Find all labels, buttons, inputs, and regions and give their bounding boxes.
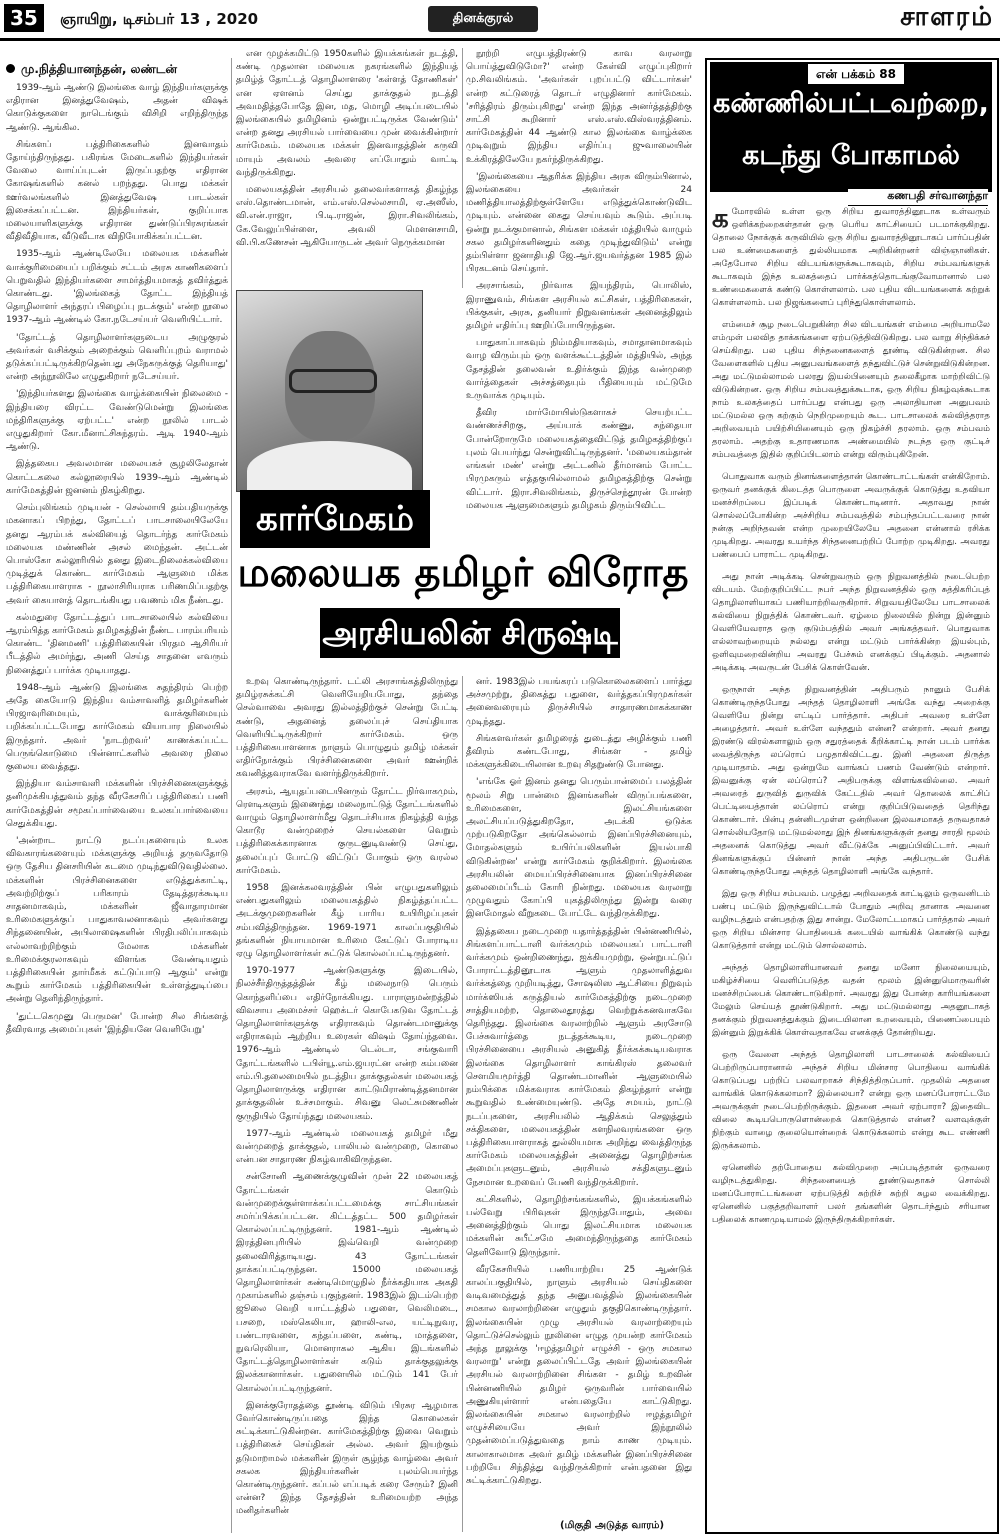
page-header (0, 0, 1000, 41)
paragraph: 'தோட்டத் தொழிலாளர்களுடைய அழுகுரல் அவர்கள் வசிக்கும் அறைக்கும் வெளிப்புறம் வராமல் தடுக்கப்பட்டிருக்கிறதென்பது அநேகருக்குத் தெரியாது' என்ற அந்நூலிலே எழுதுகிறார் நடேசய்யர். (6, 332, 228, 383)
paragraph: இத்தகைய அவலமான மலையகச் சூழலிலேதான் கொட்டகலை கல்லூரையில் 1939-ஆம் ஆண்டில் கார்மேகத்தின் ஜனனம் நிகழ்கிறது. (6, 459, 228, 496)
paragraph (712, 888, 990, 953)
column-body (712, 206, 990, 1526)
paragraph: அரசம், ஆயுதப்படையினரும் தோட்ட நிர்வாகமும், ரௌடிகளும் இணைந்து மலைநாட்டுத் தோட்டங்களில் வாழும் தொழிலாளர்மீது தொடர்சியாக நிகழ்த்தி வந்த கொடூர வன்முறைச் செயல்களை வெறும் பத்திரிகைக்காரனாக குருடனுடிவண்டு செய்து, தலைப்புப் போட்டு விட்டுப் போகும் ஒரு வரல்ல கார்மேகம். (236, 786, 458, 876)
paragraph: 1935-ஆம் ஆண்டிலேயே மலையக மக்களின் வாக்குரிமையைப் பறிக்கும் சட்டம் அரசு காணிகளைப் பெறுவதில் இந்தியர்களை சாமர்த்தியமாகத் தவிர்த்துக் கொண்டது. 'இலங்கைத் தோட்ட இந்தியத் தொழிலாளர் அந்தரப் பிழைப்பு நடக்கும்' என்ற நூலை 1937-ஆம் ஆண்டில் கோ.நடேசய்யர் வெளியிட்டார். (6, 249, 228, 326)
article-column-2-bottom (236, 676, 458, 1532)
headline-line-3: அரசியலின் சிருஷ்டி (320, 608, 620, 658)
paragraph: 'இந்தியர்களது இலங்கை வாழ்க்கையின் நிலைமை - இந்தியரை விரட்ட வேண்டுமென்று இலங்கை மந்திரிகளுக்கு ஏற்பட்ட' என்ற நூலில் பாடல் எழுதுகிறார் கோ.மீனாட்சிசுந்தரம். ஆடி 1940-ஆம் ஆண்டு. (6, 389, 228, 453)
paragraph (712, 571, 990, 675)
paragraph (712, 1162, 990, 1227)
paragraph (712, 962, 990, 1040)
column-divider (462, 48, 463, 288)
paragraph: 1970-1977 ஆண்டுகளுக்கு இடையில், நிலச்சீர்திருத்தத்தின் கீழ் மலைநாடு பெரும் கொந்தளிப்பை எதிர்நோக்கியது. பாராளுமன்றத்தில் விவசாய அமைச்சர் ஹெக்டர் கொபேகடுவ தோட்டத் தொழிலாளர்களுக்கு எதிராகவும் தொண்டமானுக்கு எதிராகவும் ஆற்றிய உரைகள் விஷம் தோய்ந்தவை. 1976-ஆம் ஆண்டில் டெல்டா, சங்குவாரி தோட்டங்களில் டபிள்யூ.எம்.ஜயரட்ன என்ற கம்பனை எம்.பி.தலைமையில் நடத்திய தாக்குதல்கள் மலையகத் தொழிலாளருக்கு எதிரான காட்டுமிராண்டித்தனமான தாக்குதலின் உச்சமாகும். சிவனு லெட்சுமணனின் குருதியில் தோய்ந்தது மலையகம். (236, 966, 458, 1122)
paragraph: 'எங்கே ஓர் இனம் தனது பெரும்பான்மைப் பலத்தின் மூலம் சிறு பான்மை இனங்களின் விருப்பங்களை, உரிமைகளை, இலட்சியங்களை அலட்சியப்படுத்துகிறதோ, அடக்கி ஒடுக்க முற்படுகிறதோ அங்கெல்லாம் இனப்பிரச்சினையும், மோதல்களும் உயிர்ப்பலிகளின் இயல்பாகி விடுகின்றன' என்று கார்மேகம் குறிக்கிறார். இலங்கை அரசியலின் மையப்பிரச்சினையாக இனப்பிரச்சினை தலைமைப்பீடம் கோரி நின்றது. மலையக வரலாறு முழுவதும் கோப்பி யுகத்திலிருந்து இன்று வரை இனமோதல் வீறுகடை போட்டே வந்திருக்கிறது. (466, 777, 692, 920)
article-column-1 (6, 82, 228, 1532)
paragraph-text: இது ஒரு சிறிய சம்பவம். பழுத்து அறிவதைக் காட்டிலும் ஒருவனிடம் பண்பு மட்டும் இருந்துவிட்டால் போதும் அறிவு தானாக அவனை வழிநடத்தும் என்பதற்கு இது சான்று. மேலோட்டமாகப் பார்த்தால் அவர் ஒரு சிறிய மின்சார பொதியைக் கடையில் வாங்கிக் கொண்டு வந்து கொடுத்தார் என்று மட்டும் சொல்லலாம். (712, 889, 990, 951)
paragraph: கட்சிகளில், தொழிற்சங்கங்களில், இயக்கங்களில் பல்வேறு பிரிவுகள் இருந்தபோதும், அவை அனைத்திற்கும் பொது இலட்சியமாக மலையக மக்களின் சுபீட்சமே அமைந்திருந்ததை கார்மேகம் தெளிவோடு இருந்தார். (466, 1194, 692, 1258)
paragraph: 1958 இனக்கலவரத்தின் பின் எழுபதுகளிலும் எண்பதுகளிலும் மலையகத்தில் நிகழ்த்தப்பட்ட அடக்குமுறைகளின் கீழ் பாரிய உயிரிழப்புகள் சம்பவித்திருந்தன. 1969-1971 காலப்பகுதியில் தங்களின் நியாயமான உரிமை கேட்டுப் போராடிய ஏழு தொழிலாளர்கள் சுட்டுக் கொல்லப்பட்டிருந்தனர். (236, 883, 458, 960)
paragraph-text: பொதுவாக வரும் தினங்களைத்தான் கொண்டாட்டங்கள் என்கிறோம். ஒருவர் தனக்குக் கிடைத்த பொருளை அவருக்குக் கொடுத்து உதவியா மனச்சிறப்பை இப்படிக் கொண்டாடினார். அதாவது நான் சொல்லப்போகின்ற அச்சிறிய சம்பவத்தில் சம்பந்தப்பட்டவரை நான் நன்கு அறிந்தவன் என்ற முறையிலேயே அதனை என்னால் ரசிக்க முடிகிறது. அவரது உயர்ந்த சிந்தனைபற்றிப் போற்ற முடிகிறது. அவரது பண்பைப் பாராட்ட முடிகிறது. (712, 472, 990, 560)
paragraph: 1939-ஆம் ஆண்டு இலங்கை வாழ் இந்தியர்களுக்கு எதிரான இனத்துவேஷம், அதன் விஷக் கொடுக்குகளை நாடெங்கும் விசிறி எறிந்திருந்த ஆண்டு. ஆங்கில. (6, 83, 228, 133)
paragraph: மலையகத்தின் அரசியல் தலைவர்களாகத் திகழ்ந்த எஸ்.தொண்டமான், எம்.எஸ்.செல்லசாமி, ஏ.அஸீஸ், வி.என்.ராஜா, பி.டி.ராஜன், இரா.சிவலிங்கம், கே.வேலுப்பிள்ளை, அவலி மௌனசாமி, வி.பி.கணேசன் ஆகியோருடன் அவர் நெருக்கமான (236, 185, 458, 248)
column-title-line-2: கடந்து போகாமல் (742, 140, 960, 171)
paragraph: சிங்களவர்கள் தமிழரைத் துடைத்து அழிக்கும் பணி தீவிரம் கண்டபோது, சிங்கள - தமிழ் மக்களுக்கிடையிலான உறவு சிதறுண்டு போனது. (466, 733, 692, 771)
drop-cap: க (712, 204, 729, 234)
article-column-3-bottom (466, 676, 692, 1506)
paragraph: பாதுகாப்பாகவும் நிம்மதியாகவும், சமாதானமாகவும் வாழ விரும்பும் ஒரு வளக்கூட்டத்தின் மத்தியில், அந்த தேசத்தின் தலைவன் உதிர்க்கும் இந்த வன்முறை வார்த்தைகள் அச்சத்தையும் பீதியையும் மட்டுமே உருவாக்க முடியும். (466, 338, 692, 402)
paragraph (712, 319, 990, 462)
paragraph (712, 471, 990, 562)
paragraph-text: ஒரு வேளை அந்தத் தொழிலாளி பாடசாலைக் கல்வியைப் பெற்றிருப்பாரானால் அந்தச் சிறிய மின்சார பொதியை வாங்கிக் கொடுப்பது பற்றிப் பலவாறாகச் சிந்தித்திருப்பார். முதலில் அதனை வாங்கிக் கொடுக்கலாமா? இல்லையா? என்று ஒரு மனப்போராட்டமே அவருக்குள் நடைபெற்றிருக்கும். இதனை அவர் ஏற்பாரா? இதைவிட விலை கூடியபொருளொன்றைக் கொடுத்தால் என்ன? வளவுக்குள் நிற்கும் வாழை குலையொன்றைக் கொடுக்கலாம் என்று கூட எண்ணி இருக்கலாம். (712, 1050, 990, 1151)
paragraph: என முழக்கமிட்டு 1950களில் இயக்கங்கள் நடத்தி, கண்டி முதலான மலையக நகரங்களில் இந்தியத் தமிழ்த் தோட்டத் தொழிலாளரை 'கள்ளத் தோணிகள்' என ஏளனம் செய்து தாக்குதல் நடத்தி அவமதித்தபோதே இன, மத, மொழி அடிப்படையில் இலங்கையில் தமிழினம் ஒன்றுபட்டிருக்க வேண்டும்' என்ற தனது அரசியல் பார்வையை முன் வைக்கின்றார் கார்மேகம். மலையக மக்கள் இனவாதத்தின் கருவி மாயும் அவலம் அவரை எப்போதும் வாட்டி வந்திருக்கிறது. (236, 49, 458, 178)
paragraph-text: ஏனெனில் தற்போதைய கல்விமுறை அப்படித்தான் ஒருவரை வழிநடத்துகிறது. சிந்தனையைத் தூண்டுவதாகச் சொல்லி மனப்போராட்டங்களை ஏற்படுத்தி சுற்றிச் சுற்றி சுழல வைக்கிறது. ஏனெனில் பகுத்தறிவாளர் பலர் தங்களின் தொடர்ந்தும் சரியான பதிலைக் காணமுடியாமல் இருந்திருக்கிறார்கள். (712, 1163, 990, 1225)
paragraph: 1977-ஆம் ஆண்டில் மலையகத் தமிழர் மீது வன்முறைத் தாக்குதல், பாலியல் வன்முறை, கொலை என்பன சாதாரண நிகழ்வாகிவிருந்தன. (236, 1128, 458, 1166)
paragraph: இனக்குரோதத்தை தூண்டி விடும் பிரசுர ஆழமாக வேர்கொண்டிருப்பதை இந்த கொலைகள் சுட்டிக்காட்டுகின்றன. கார்மேகத்திற்கு இவை வெறும் பத்திரிகைச் செய்திகள் அல்ல. அவர் இயற்கும் தடுமாறாமல் மக்களின் இருள் சூழ்ந்த வாழ்வை அவர் சகலக இந்தியர்களின் புலம்பெயர்ந்த கொண்டிருந்தனர். கப்பல் எப்படிக் கரை சேரும்? இனி என்ன? இந்த தேசத்தின் உரிமையற்ற அந்த மனிதர்களின் (236, 1400, 458, 1517)
paragraph: வீரகேசரியில் பணியாற்றிய 25 ஆண்டுக் காலப்பகுதியில், நாளும் அரசியல் செய்திகளை வடிவமைத்துத் தந்த அனுபவத்தில் இலங்கையின் சமகால வரலாற்றினை எழுதும் தகுதிகொண்டிருந்தார். இலங்கையின் முழு அரசியல் வரலாற்றையும் தொட்டுச்செல்லும் நூலினை எழுத முயன்ற கார்மேகம் அந்த நூலுக்கு 'ஈழத்தமிழர் எழுச்சி - ஒரு சமகால வரலாறு' என்று தலைப்பிட்டதே அவர் இலங்கையின் அரசியல் வரலாற்றினை சிங்கள - தமிழ் உறவின் பின்னணியில் தமிழர் ஒருவரின் பார்வையில் அணுகியுள்ளார் என்பதையே காட்டுகிறது. இலங்கையின் சமகால வரலாற்றில் ஈழத்தமிழர் எழுச்சியையே அவர் இந்நூலில் முதன்மைப்படுத்துவதை நாம் காண முடியும். காலாகாலமாக அவர் தமிழ் மக்களின் இனப்பிரச்சினை பற்றியே சிந்தித்து வந்திருக்கிறார் என்பதனை இது சுட்டிக்காட்டுகிறது. (466, 1264, 692, 1486)
column-author: கணபதி சர்வானந்தா (848, 189, 988, 206)
masthead-logo: தினக்குரல் (428, 6, 538, 32)
paragraph: சன்சோனி ஆணைக்குழுவின் முன் 22 மலையகத் தோட்டங்கள் கொடும் வன்முறைக்குள்ளாக்கப்பட்டமைக்கு சாட்சியங்கள் சமர்ப்பிக்கப்பட்டன. கிட்டத்தட்ட 500 தமிழர்கள் கொல்லப்பட்டிருந்தனர். 1981-ஆம் ஆண்டில் இரத்தினபுரியில் இவ்வெறி வன்முறை தலைவிரித்தாடியது. 43 தோட்டங்கள் தாக்கப்பட்டிருந்தன. 15000 மலையகத் தொழிலாளர்கள் கண்டிமொழுநில் நீர்க்கதியாக அகதி முகாம்களில் தஞ்சம் புகுந்தனர். 1983இல் இடம்பெற்ற ஜூலை வெறி யாட்டத்தில் பதுளை, வெலிமடை, பசறை, மஸ்கெலியா, ஹாலி-எல, யட்டிநுவர, பண்டாரவளை, கந்தப்பளை, கண்டி, மாத்தளை, நுவரெலியா, மொனராகல ஆகிய இடங்களில் தோட்டத்தொழிலாளர்கள் கடும் தாக்குதலுக்கு இலக்கானார்கள். பதுளையில் மட்டும் 141 பேர் கொல்லப்பட்டிருந்தனர். (236, 1172, 458, 1394)
paragraph (712, 206, 990, 310)
paragraph: நூற்றி எழுபத்திரண்டு காவ வரலாறு பொய்த்துவிடுமோ?' என்ற கேள்வி எழுப்புகிறார் மு.சிவலிங்கம். 'அவர்கள் புறப்பட்டு விட்டார்கள்' என்ற கட்டுரைத் தொடர் எழுதினார் கார்மேகம். 'சரித்திரம் திரும்புகிறது' என்ற இந்த அனர்த்தத்திற்கு சாட்சி கூறினார் எஸ்.எஸ்.விஸ்வரத்தினம். கார்மேகத்தின் 44 ஆண்டு கால இலங்கை வாழ்க்கை முடிவுறும் இந்திய எதிர்ப்பு ஜுவாலையின் உக்கிரத்திலேயே நகர்ந்திருக்கிறது. (466, 49, 692, 165)
paragraph: னர். 1983இல் பயங்கரப் படுகொலைகளைப் பார்த்து அச்சமுற்று, திகைத்து பதுளை, வர்த்தகப்பிரமுகர்கள் அனைவரையும் திருச்சியில் சாதாரணமாகக்காண முடிந்தது. (466, 677, 692, 727)
continued-note: (மிகுதி அடுத்த வாரம்) (560, 1520, 665, 1531)
paragraph-text: அந்தத் தொழிலாளியானவர் தனது மனோ நிலையையும், மகிழ்ச்சியை வெளிப்படுத்த வதன் மூலம் இன்னுமொருவரின் மனச்சிறப்பைக் கொண்டாடுகிறார். அவரது இது போன்ற காரியங்களை மேலும் செய்யத் தூண்டுகிறார். அது மட்டுமல்லாது அதனூடாகத் தனக்கும் நிறுவனத்துக்கும் இடையிலான உறவையும், பிணைப்பையும் இன்னும் இறுக்கிக் கொள்வதாகவே எனக்குத் தோன்றியது. (712, 963, 990, 1038)
paragraph: 1948-ஆம் ஆண்டு இலங்கை சுதந்திரம் பெற்ற அதே கையோடு இந்திய வம்சாவளித் தமிழர்களின் பிரஜாவுரிமையும், வாக்குரிமையும் பறிக்கப்பட்டபோது கார்மேகம் வியாபார நிலையில் இருந்தார். அவர் 'நாடற்றவர்' காணக்கப்பட்ட பெருங்கொடுமை பின்னாட்களில் அவரை நிலை குலைய வைத்தது. (6, 682, 228, 772)
paragraph (712, 1049, 990, 1153)
byline-text: மு.நித்தியானந்தன், லண்டன் (21, 62, 177, 76)
section-title: சாளரம் (900, 2, 994, 32)
paragraph: இந்தியா வம்சாவளி மக்களின் பிரச்சினைகளுக்குத் தனிமுக்கியத்துவம் தந்த வீரகேசரிப் பத்திரிகைப் பணி கார்மேகத்தின் சமூகப்பார்வையை உலகப்பார்வையை செதுக்கியது. (6, 779, 228, 829)
bullet-icon (6, 64, 15, 73)
paragraph-text: அது நான் அடிக்கடி சென்றுவரும் ஒரு நிறுவனத்தில் நடைபெற்ற விடயம். மேற்குறிப்பிட்ட நபர் அந்த நிறுவனத்தில் ஒரு சுத்திகரிப்புத் தொழிலாளியாகப் பணியாற்றிவருகிறார். சிறுவயதிலேயே பாடசாலைக் கல்வியை நிறுத்திக் கொண்டவர். ஏழ்மை நிலையில் நின்று இன்னும் வெளியேவராத ஒரு குடும்பத்தில் அவர் அங்கத்தவர். பொதுவாக எல்லாவற்றையும் நல்லது என்று மட்டும் பார்க்கின்ற இயல்பும், ஒளிவுமறைவின்றிய அவரது பேச்சும் எனக்குப் பிடிக்கும். அதனால் அடிக்கடி அவருடன் பேசிக் கொள்வேன். (712, 572, 990, 673)
paragraph: செம்புலிங்கம் முடியன் - செல்லாயி தம்பதியருக்கு மகனாகப் பிறந்து, தோட்டப் பாடசாலையிலேயே தனது ஆரம்பக் கல்வியைத் தொடர்ந்த கார்மேகம் மலையக மண்ணின் அசல் மைந்தன். அட்டன் பொஸ்கோ கல்லூரியில் தனது இடைநிலைக்கல்வியை முடித்துக் கொண்ட கார்மேகம் ஆளுமை மிக்க பத்திரிகையாளராக - நூலாசிரியராக பரிணமிப்பதற்கு அவர் கையாளத் தொடங்கியது பவணம் மிக நீண்டது. (6, 503, 228, 606)
paragraph-text: எம்மைச் சூழ நடைபெறுகின்ற சில விடயங்கள் எம்மை அறியாமலே எம்முள் பலவித தாக்கங்களை ஏற்படுத்திவிடுகிறது. பல வாறு சிந்திக்கச் செய்கிறது. பல புதிய சிந்தனைகளைத் தூண்டி விடுகின்றன. சில வேளைகளில் புதிய அனுபவங்களைத் தந்துவிட்டுச் சென்றுவிடுகின்றன. அது மட்டுமல்லாமல் பலரது இயல்பினையும் தலைகீழாக மாற்றிவிட்டு விடுகின்றன. ஒரு சிறிய சம்பவத்துக்கூடாக, ஒரு சிறிய நிகழ்வுக்கூடாக நாம் உலகத்தைப் பார்ப்பது என்பது ஒரு அலாதியான அனுபவம் மட்டுமல்ல ஒரு கற்கும் நெறிமுறையும் கூட. பாடசாலைக் கல்வித்தராத அறிவையும் பயிற்சியினையும் ஒரு நிகழ்ச்சி தரலாம். ஒரு சம்பவம் தரலாம். அதற்கு உதாரணமாக அண்மையில் நடந்த ஒரு குட்டிச் சம்பவத்தை இதில் குறிப்பிடலாம் என்று விரும்புகிறேன். (712, 320, 990, 460)
column-title-line-1: கண்ணில்பட்டவற்றை, (713, 88, 989, 119)
paragraph: 'அன்றாட நாட்டு நடப்புகளையும் உலக விவகாரங்களையும் மக்களுக்கு அறியத் தருவதோடு ஒரு தேசிய தினசரியின் கடமை முடிந்துவிடுவதில்லை. மக்களின் பிரச்சினைகளை எடுத்துக்காட்டி, அவற்றிற்குப் பரிகாரம் தேடித்தரக்கூடிய சாதனமாகவும், மக்களின் ஜீவாதாரமான உரிமைகளுக்குப் பாதுகாவலனாகவும் அவர்களது சிந்தனையின், அபிலாஷைகளின் பிரதிபலிப்பாகவும் எல்லாவற்றிற்கும் மேலாக மக்களின் உரிமைக்குரலாகவும் விளங்க வேண்டியதும் பத்திரிகையின் தார்மீகக் கட்டுப்பாடு ஆகும்' என்று கூறும் கார்மேகம் பத்திரிகையின் உள்ளத்துடிப்பை அன்று தெளிந்திருந்தார். (6, 835, 228, 1005)
paragraph: இத்தகைய நடைமுறை யதார்த்தத்தின் பின்னணியில், சிங்களப்பாட்டாளி வர்க்கமும் மலையகப் பாட்டாளி வர்க்கமும் ஒன்றிணைந்து, ஐக்கியமுற்று, ஒன்றுபட்டுப் போராட்டத்தினூடாக ஆளும் முதலாளித்துவ வர்க்கத்தை முறியடித்து, சோஷலிஸ ஆட்சியை நிறுவும் மார்க்ஸியக் கருத்தியல் கார்மேகத்திற்கு நடைமுறை சாத்தியமற்ற, தொலைதூரத்து வெற்றுக்கனவாகவே தெரிந்தது. இலங்கை வரலாற்றில் ஆளும் அரசோடு பேச்சுவார்த்தை நடத்தக்கூடிய, நடைமுறை பிரச்சினையை அரசியல் அனுகித் தீர்க்கக்கூடியவராக இலங்கை தொழிலாளர் காங்கிரஸ் தலைவர் சௌமியமூர்த்தி தொண்டமானின் ஆளுமையில் நம்பிக்கை மிக்கவராக கார்மேகம் திகழ்ந்தார் என்று கூறுவதில் உண்மையுண்டு. அதே சமயம், நாட்டு நடப்புகளை, அரசியலில் ஆதிக்கம் செலுத்தும் சக்திகளை, மலையகத்தின் களநிலவரங்களை ஒரு பத்திரிகையாளராகத் துல்லியமாக அறிந்து வைத்திருந்த கார்மேகம் மலையகத்தின் அனைத்து தொழிற்சங்க அமைப்புகளுடனும், அரசியல் சக்திகளுடனும் நேசமான உறவைப் பேணி வந்திருக்கிறார். (466, 926, 692, 1188)
headline-name: கார்மேகம் (240, 490, 430, 548)
headline-line-2: மலையக தமிழர் விரோத (237, 550, 689, 596)
paragraph (712, 684, 990, 879)
column-divider (231, 58, 232, 1533)
issue-date: ஞாயிறு, டிசம்பர் 13 , 2020 (60, 10, 259, 28)
paragraph-text: மோரவில் உள்ள ஒரு சிறிய துவாரத்தினூடாக உள்வரும் ஒளிக்கற்றைகள்தான் ஒரு பெரிய காட்சியைப் படமாக்குகிறது. தொலை நோக்குக் கருவியில் ஒரு சிறிய துவாரத்தினூடாகப் பார்ப்பதின் பல உண்மைகளைத் துல்லியமாக அறிகின்றனர் விஞ்ஞானிகள். அதேபோல சிறிய விடயங்களுக்கூடாகவும், சிறிய சம்பவங்களுக் கூடாகவும் இந்த உலகத்தைப் பார்க்கத்தொடங்குவோமானால் பல உண்மைகளைக் கண்டு கொள்ளலாம். பல புதிய விடயங்களைக் கற்றுக் கொள்ளலாம். பல நிஜங்களைப் புரிந்துகொள்ளலாம். (712, 207, 990, 308)
paragraph: 'துட்டகெமுனு பெருமன' போன்ற சில சிங்களத் தீவிரவாத அமைப்புகள் 'இந்தியனே வெளியேறு' (6, 1011, 228, 1035)
paragraph: கல்மதுரை தோட்டத்துப் பாடசாலையில் கல்வியை ஆரம்பித்த கார்மேகம் தமிழகத்தின் நீண்ட பாரம்பரியம் கொண்ட 'தினமணி' பத்திரிகையின் பிரதம ஆசிரியர் பீடத்தில் அமர்ந்து, அணி செய்த சாதனை எவரும் நினைத்துப் பார்க்க முடியாதது. (6, 612, 228, 676)
page-number: 35 (4, 4, 44, 32)
column-divider (462, 676, 463, 1532)
paragraph: உறவு கொண்டிருந்தார். டட்லி அரசாங்கத்திலிருந்து தமிழ்ரசுக்கட்சி வெளியேறியபோது, தந்தை செல்வாவை அவரது இல்லத்திற்குச் சென்று பேட்டி கண்டு, அதனைத் தலைப்புச் செய்தியாக வெளியிட்டிருக்கிறார் கார்மேகம். ஒரு பத்திரிகையாளனாக நாளும் பொழுதும் தமிழ் மக்கள் எதிர்நோக்கும் பிரச்சினைகளை அவர் ஊன்றிக் கவனித்தவராகவே வளர்ந்திருக்கிறார். (236, 677, 458, 780)
article-column-2-top (236, 48, 458, 286)
paragraph: அரசாங்கம், நிர்வாக இயந்திரம், பொலிஸ், இராணுவம், சிங்கள அரசியல் கட்சிகள், பத்திரிகைகள், பிக்குகள், அரசு, தனியார் நிறுவனங்கள் அனைத்திலும் தமிழர் எதிர்ப்பு ஊறிப்போயிருந்தன. (466, 281, 692, 332)
article-byline (6, 62, 177, 78)
column-tag: என் பக்கம் 88 (808, 64, 904, 84)
photo-glasses (289, 369, 377, 393)
paragraph: தீவிர மார்மோயிஸ்டுகளாகச் செயற்பட்ட வண்ணச்சிறகு, அய்யாக் கண்ணு, சுந்தையா போன்றோருமே மலையகத்தைவிட்டுத் தமிழகத்திற்குப் புலம் பெயர்ந்து சென்றுவிட்டிருந்தனர். 'மலையகம்தான் எங்கள் மண்' என்று அட்டனில் தீர்மானம் போட்ட பிரமுகரும் எத்தகுயில்லாமல் தமிழகத்திற்கு சென்று விட்டார். இரா.சிவலிங்கம், திருச்செந்தூரன் போன்ற மலையக ஆளுமைகளும் தமிழகம் திரும்பிவிட்ட (466, 408, 692, 511)
portrait-photo (236, 290, 423, 492)
article-column-3-top (466, 48, 692, 511)
paragraph: 'இலங்கையை ஆதரிக்க இந்திய அரசு விரும்பினால், இலங்கையை அவர்கள் 24 மணித்தியாலத்திற்குள்ளேயே எடுத்துக்கொண்டுவிட முடியும். என்னை கைது செய்யவும் கூடும். அப்படி ஒன்று நடக்குமானால், சிங்கள மக்கள் மத்தியில் வாழும் சகல தமிழர்களினதும் கதை முடிந்துவிடும்' என்று தம்பிள்ளா ஜனாதிபதி ஜே.ஆர்.ஜயவர்த்தன 1985 இல் பிரகடனம் செய்தார். (466, 171, 692, 275)
paragraph-text: ஒருநாள் அந்த நிறுவனத்தின் அதிபரும் நானும் பேசிக் கொண்டிருந்தபோது அந்தத் தொழிலாளி அங்கே வந்து அறைக்கு வெளியே நின்று எட்டிப் பார்த்தார். அதிபர் அவரை உள்ளே அழைத்தார். அவர் உள்ளே வந்ததும் என்ன? என்றார். அவர் தனது இரண்டு விரல்களாலும் ஒரு சதுரத்தைக் கீறிக்காட்டி நான் படம் பார்க்க வைத்திருந்த லப்ரொப் பழுதாகிவிட்டது. இனி அதனை திருத்த முடியாதாம். அது ஒன்றுமே வாங்கப் பணம் வேண்டும் என்றார். இவனுக்கு ஏன் லப்ரொப்? அதிபருக்கு விளங்கவில்லை. அவர் அவரைத் துருவித் துருவிக் கேட்டதில் அவர் தொலைக் காட்சிப் பெட்டியைத்தான் லப்ரொப் என்று குறிப்பிடுவதைத் தெரிந்து கொண்டார். பின்பு தன்னிடமுள்ள ஒன்றினை இலவசமாகத் தருவதாகச் சொல்லியதோடு மட்டுமல்லாது இந் தினங்களுக்குள் தனது சாரதி மூலம் அதனைக் கொடுத்து அவர் வீட்டுக்கே அனுப்பிவிட்டார். அவர் தினங்களுக்குப் பின்னர் நான் அந்த அதிபருடன் பேசிக் கொண்டிருந்தபோது அந்தத் தொழிலாளி அங்கே வந்தார். (712, 685, 990, 877)
article-headline (234, 490, 692, 670)
paragraph: சிங்களப் பத்திரிகைகளில் இனவாதம் தோய்ந்திருந்தது. பகிரங்க மேடைகளில் இந்தியர்கள் வேலை வாய்ப்புடன் இருப்பதற்கு எதிரான கோஷங்களில் கனல் பறந்தது. பொது மக்கள் ஊர்வலங்களில் இனத்துவேஷ பாடல்கள் இசைக்கப்பட்டன. இந்தியர்கள், குறிப்பாக மலையாளிகளுக்கு எதிரான துண்டுப்பிரசுரங்கள் வீதிவீதியாக, வீடுவீடாக விநியோகிக்கப்பட்டன. (6, 139, 228, 243)
